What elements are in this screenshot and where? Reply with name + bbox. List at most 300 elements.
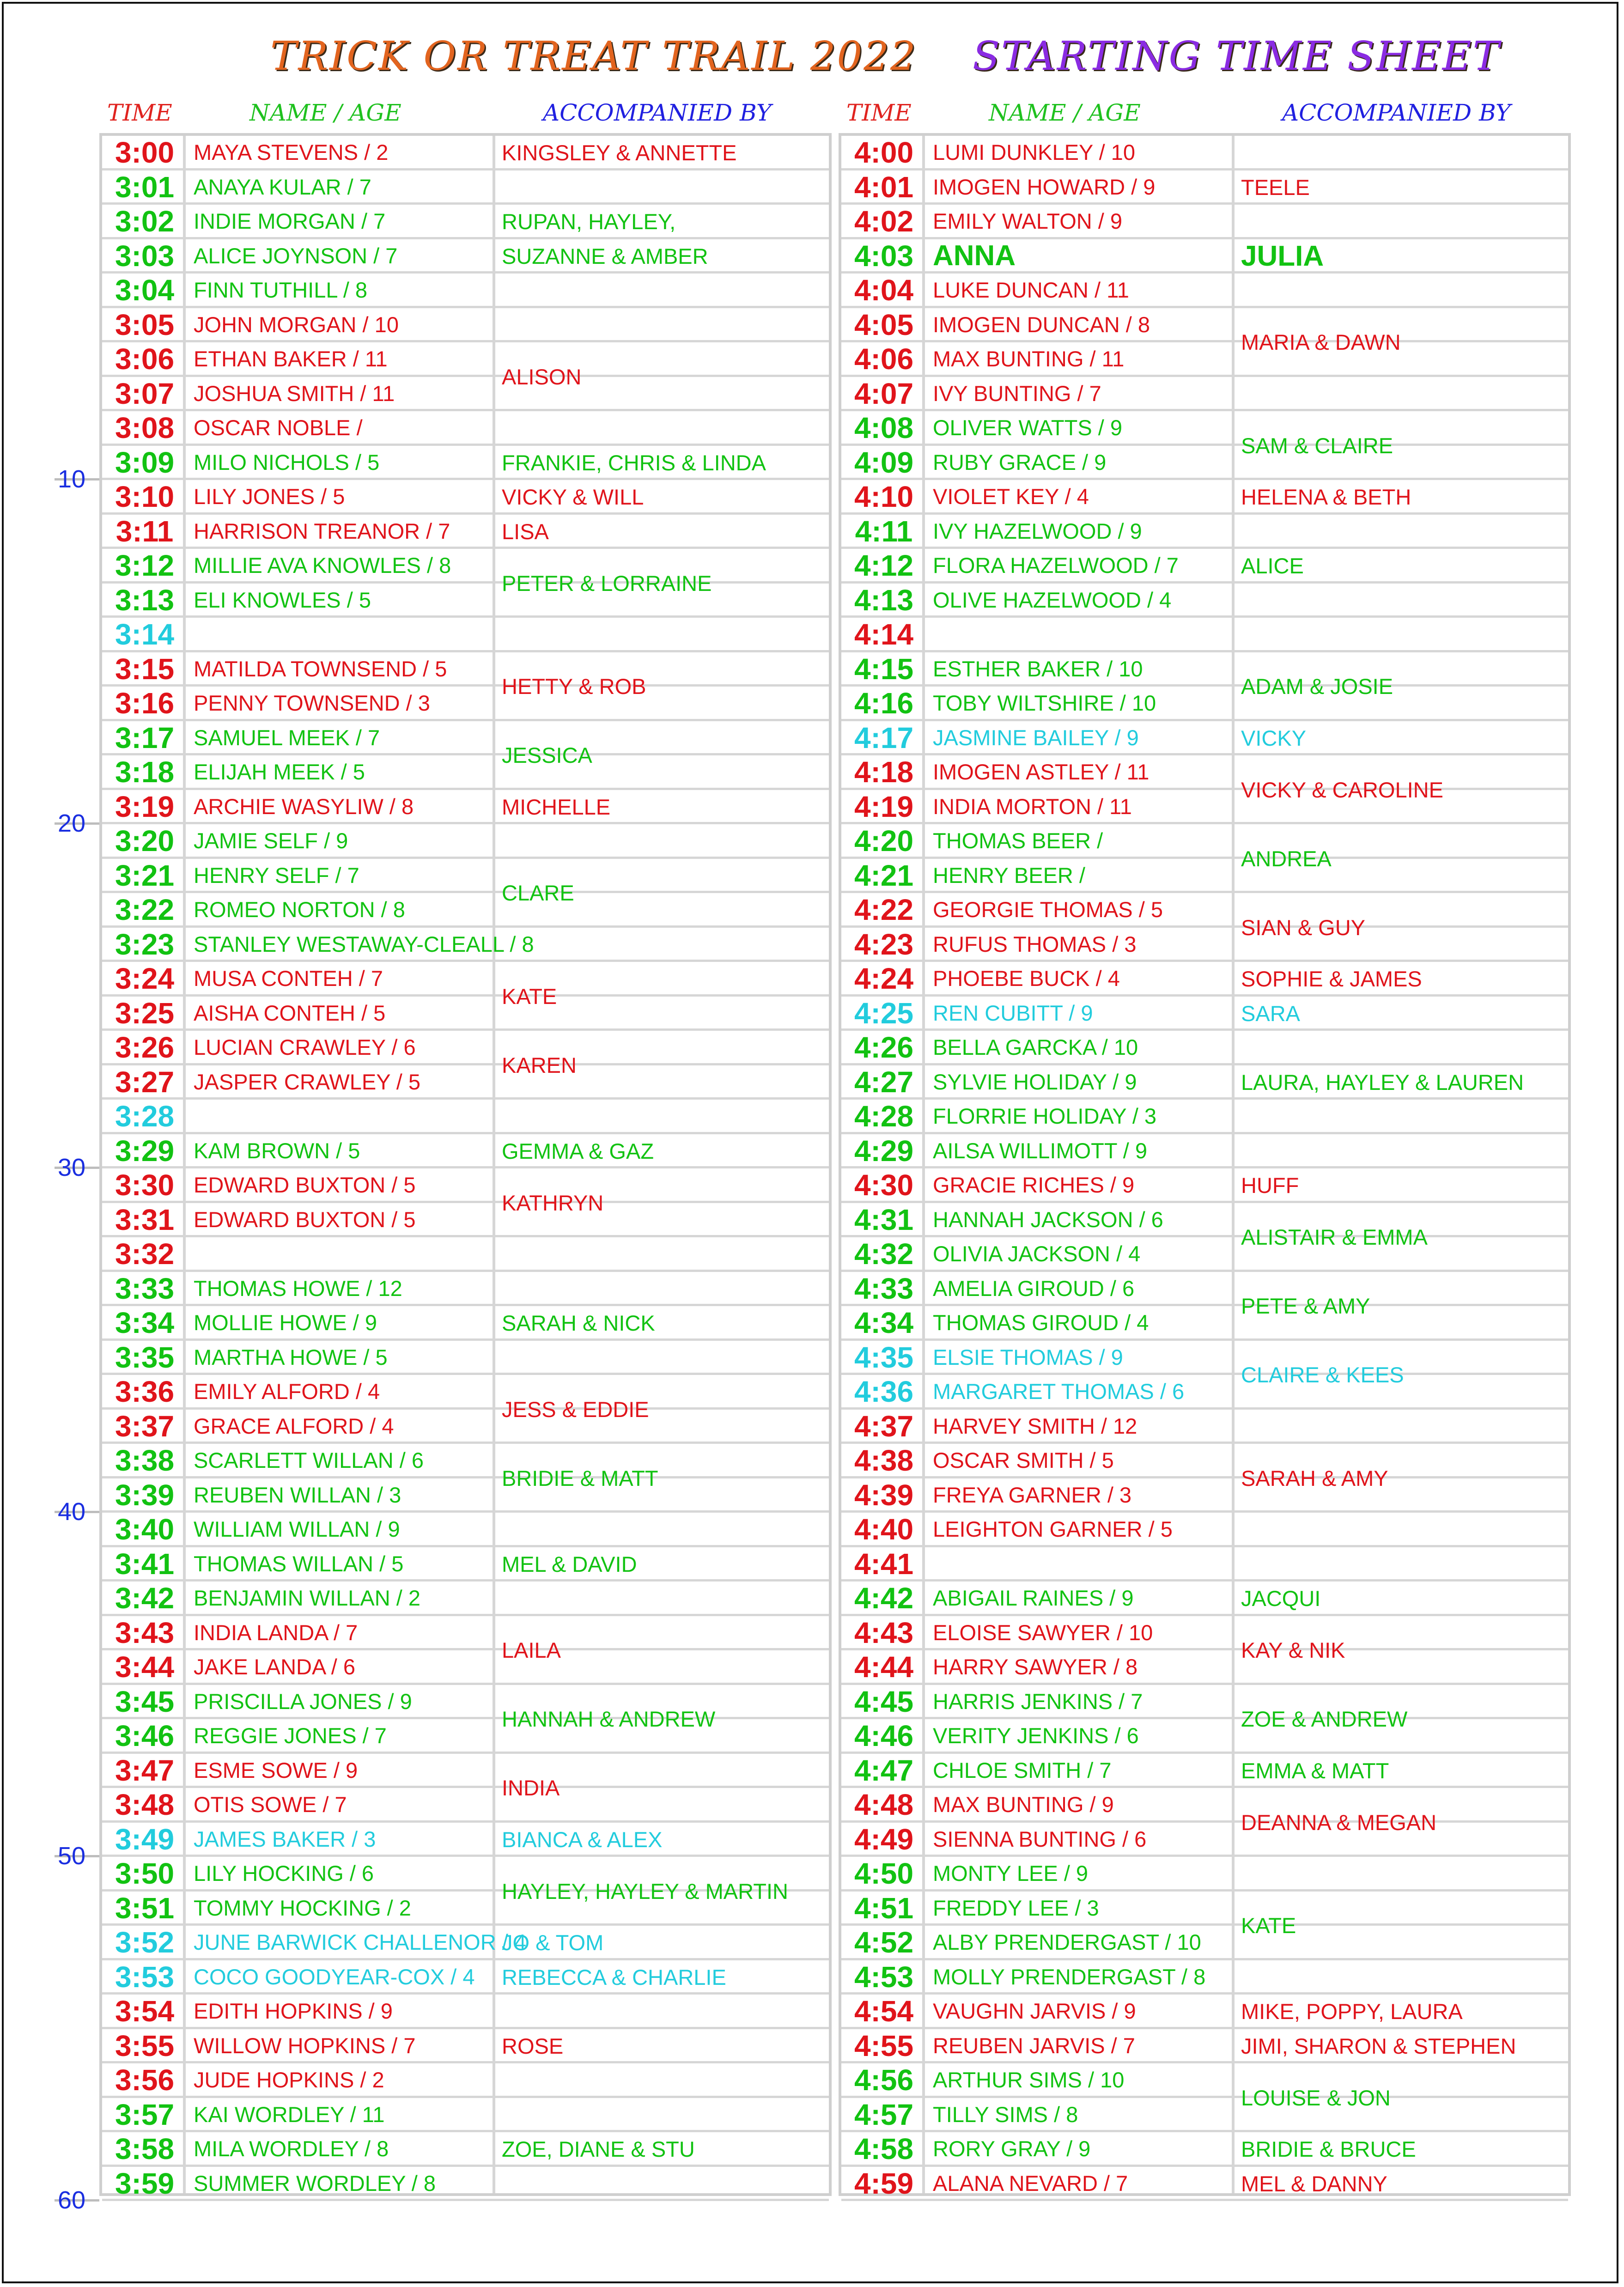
child-name-age: HANNAH JACKSON / 6 (933, 1207, 1163, 1232)
right-schedule-row (841, 2098, 1568, 2133)
accompanied-by: SARAH & AMY (1241, 1466, 1388, 1490)
child-name-age: GEORGIE THOMAS / 5 (933, 897, 1163, 922)
child-name-age: IVY HAZELWOOD / 9 (933, 518, 1142, 543)
child-name-age: JASPER CRAWLEY / 5 (194, 1069, 421, 1094)
child-name-age: CHLOE SMITH / 7 (933, 1758, 1112, 1782)
start-time: 3:47 (115, 1753, 175, 1787)
start-time: 4:58 (854, 2132, 914, 2165)
right-schedule-row (841, 2167, 1568, 2202)
start-time: 4:36 (854, 1375, 914, 1408)
child-name-age: IMOGEN HOWARD / 9 (933, 174, 1156, 199)
child-name-age: SIENNA BUNTING / 6 (933, 1826, 1147, 1851)
child-name-age: LUKE DUNCAN / 11 (933, 278, 1129, 302)
left-schedule-row (102, 342, 829, 377)
child-name-age: IMOGEN ASTLEY / 11 (933, 760, 1150, 784)
start-time: 4:40 (854, 1513, 914, 1546)
child-name-age: SCARLETT WILLAN / 6 (194, 1448, 424, 1472)
start-time: 4:22 (854, 893, 914, 926)
left-schedule-row (102, 2098, 829, 2133)
child-name-age: MAX BUNTING / 11 (933, 347, 1125, 371)
accompanied-by: LAURA, HAYLEY & LAUREN (1241, 1070, 1524, 1095)
start-time: 3:49 (115, 1822, 175, 1856)
child-name-age: ELI KNOWLES / 5 (194, 587, 371, 612)
right-accompanied-header: ACCOMPANIED BY (1282, 99, 1511, 126)
start-time: 4:03 (854, 239, 914, 273)
start-time: 3:34 (115, 1306, 175, 1339)
left-schedule-row (102, 962, 829, 997)
right-schedule-row (841, 2063, 1568, 2098)
start-time: 4:43 (854, 1616, 914, 1649)
child-name-age: KAM BROWN / 5 (194, 1138, 360, 1163)
right-schedule-row (841, 1410, 1568, 1444)
left-schedule-row (102, 2132, 829, 2167)
child-name-age: OLIVIA JACKSON / 4 (933, 1241, 1141, 1266)
right-schedule-row (841, 652, 1568, 687)
start-time: 4:49 (854, 1822, 914, 1856)
accompanied-by: TEELE (1241, 175, 1310, 200)
left-schedule-row (102, 515, 829, 549)
start-time: 4:17 (854, 721, 914, 754)
start-time: 3:01 (115, 170, 175, 204)
left-schedule-row (102, 1134, 829, 1169)
accompanied-by: MICHELLE (502, 794, 611, 819)
row-count-marker: 10 (0, 461, 99, 498)
accompanied-by: CLAIRE & KEES (1241, 1362, 1404, 1387)
accompanied-by: LAILA (502, 1638, 561, 1662)
child-name-age: LUMI DUNKLEY / 10 (933, 140, 1135, 164)
child-name-age: VIOLET KEY / 4 (933, 484, 1089, 509)
accompanied-by: KAREN (502, 1052, 577, 1077)
start-time: 3:13 (115, 583, 175, 617)
child-name-age: HENRY SELF / 7 (194, 863, 359, 888)
accompanied-by: JO & TOM (502, 1930, 604, 1955)
left-schedule-table (99, 133, 832, 2200)
right-schedule-row (841, 1031, 1568, 1065)
right-schedule-row (841, 1926, 1568, 1960)
child-name-age: MARGARET THOMAS / 6 (933, 1379, 1185, 1404)
start-time: 3:40 (115, 1513, 175, 1546)
child-name-age: PHOEBE BUCK / 4 (933, 966, 1120, 991)
start-time: 4:37 (854, 1409, 914, 1443)
start-time: 4:38 (854, 1444, 914, 1477)
start-time: 3:27 (115, 1065, 175, 1099)
accompanied-by: ROSE (502, 2033, 564, 2058)
accompanied-by: MEL & DANNY (1241, 2171, 1387, 2196)
start-time: 4:02 (854, 205, 914, 238)
child-name-age: ELSIE THOMAS / 9 (933, 1344, 1123, 1369)
left-schedule-row (102, 1031, 829, 1065)
left-schedule-row (102, 618, 829, 652)
start-time: 4:50 (854, 1857, 914, 1890)
left-schedule-row (102, 1444, 829, 1478)
child-name-age: VERITY JENKINS / 6 (933, 1723, 1139, 1748)
accompanied-by: RUPAN, HAYLEY, (502, 209, 676, 234)
child-name-age: FREYA GARNER / 3 (933, 1482, 1132, 1507)
start-time: 4:06 (854, 342, 914, 376)
right-schedule-row (841, 1341, 1568, 1375)
start-time: 4:55 (854, 2029, 914, 2062)
right-schedule-row (841, 1306, 1568, 1341)
start-time: 4:14 (854, 618, 914, 651)
right-schedule-row (841, 755, 1568, 790)
child-name-age: REGGIE JONES / 7 (194, 1723, 387, 1748)
start-time: 3:24 (115, 962, 175, 995)
left-accompanied-header: ACCOMPANIED BY (543, 99, 772, 126)
accompanied-by: KAY & NIK (1241, 1638, 1345, 1662)
child-name-age: MILLIE AVA KNOWLES / 8 (194, 553, 451, 578)
child-name-age: ANNA (933, 239, 1016, 272)
child-name-age: TOBY WILTSHIRE / 10 (933, 691, 1156, 715)
start-time: 3:10 (115, 480, 175, 513)
accompanied-by: LISA (502, 519, 549, 544)
start-time: 4:08 (854, 411, 914, 444)
child-name-age: OTIS SOWE / 7 (194, 1792, 347, 1817)
start-time: 3:08 (115, 411, 175, 444)
right-schedule-row (841, 1134, 1568, 1169)
accompanied-by: HELENA & BETH (1241, 485, 1411, 510)
child-name-age: ESME SOWE / 9 (194, 1758, 358, 1782)
right-schedule-row (841, 1581, 1568, 1616)
right-schedule-row (841, 1823, 1568, 1857)
child-name-age: MATILDA TOWNSEND / 5 (194, 656, 447, 681)
left-schedule-row (102, 1547, 829, 1582)
accompanied-by: KINGSLEY & ANNETTE (502, 140, 737, 165)
right-schedule-row (841, 411, 1568, 446)
right-schedule-row (841, 239, 1568, 274)
start-time: 3:15 (115, 652, 175, 686)
right-schedule-row (841, 1892, 1568, 1926)
start-time: 4:53 (854, 1960, 914, 1994)
child-name-age: WILLOW HOPKINS / 7 (194, 2033, 416, 2058)
left-schedule-row (102, 893, 829, 928)
child-name-age: HENRY BEER / (933, 863, 1085, 888)
row-count-marker: 20 (0, 805, 99, 842)
start-time: 3:21 (115, 858, 175, 892)
accompanied-by: ANDREA (1241, 846, 1332, 871)
child-name-age: HARRIS JENKINS / 7 (933, 1689, 1143, 1714)
child-name-age: PENNY TOWNSEND / 3 (194, 691, 430, 715)
right-schedule-row (841, 790, 1568, 825)
child-name-age: LILY JONES / 5 (194, 484, 345, 509)
child-name-age: ARCHIE WASYLIW / 8 (194, 794, 414, 819)
child-name-age: AILSA WILLIMOTT / 9 (933, 1138, 1148, 1163)
left-schedule-row (102, 1513, 829, 1547)
start-time: 4:39 (854, 1478, 914, 1512)
child-name-age: JAMIE SELF / 9 (194, 828, 348, 853)
accompanied-by: MIKE, POPPY, LAURA (1241, 1999, 1463, 2024)
start-time: 4:07 (854, 377, 914, 410)
accompanied-by: SARA (1241, 1001, 1300, 1026)
left-schedule-row (102, 1650, 829, 1685)
child-name-age: ROMEO NORTON / 8 (194, 897, 405, 922)
accompanied-by: VICKY & CAROLINE (1241, 777, 1443, 802)
right-schedule-row (841, 1616, 1568, 1651)
start-time: 3:07 (115, 377, 175, 410)
child-name-age: MAYA STEVENS / 2 (194, 140, 389, 164)
right-schedule-row (841, 480, 1568, 515)
child-name-age: OSCAR SMITH / 5 (933, 1448, 1114, 1472)
left-schedule-row (102, 584, 829, 618)
left-schedule-row (102, 1375, 829, 1410)
row-count-marker: 40 (0, 1493, 99, 1530)
child-name-age: EDITH HOPKINS / 9 (194, 1999, 393, 2023)
start-time: 4:09 (854, 445, 914, 479)
child-name-age: FLORRIE HOLIDAY / 3 (933, 1104, 1157, 1128)
start-time: 3:16 (115, 687, 175, 720)
left-schedule-row (102, 1995, 829, 2029)
right-schedule-row (841, 308, 1568, 343)
start-time: 3:02 (115, 205, 175, 238)
left-schedule-row (102, 1168, 829, 1203)
child-name-age: LUCIAN CRAWLEY / 6 (194, 1035, 416, 1059)
accompanied-by: ZOE & ANDREW (1241, 1707, 1408, 1731)
left-schedule-row (102, 1272, 829, 1307)
left-schedule-row (102, 1341, 829, 1375)
start-time: 4:34 (854, 1306, 914, 1339)
accompanied-by: HETTY & ROB (502, 674, 646, 699)
child-name-age: GRACIE RICHES / 9 (933, 1173, 1135, 1197)
start-time: 4:12 (854, 549, 914, 582)
row-count-marker: 50 (0, 1837, 99, 1874)
child-name-age: ARTHUR SIMS / 10 (933, 2068, 1125, 2092)
start-time: 4:01 (854, 170, 914, 204)
left-schedule-row (102, 1306, 829, 1341)
left-schedule-row (102, 1478, 829, 1513)
right-schedule-row (841, 1857, 1568, 1892)
child-name-age: MAX BUNTING / 9 (933, 1792, 1114, 1817)
sheet-subtitle: STARTING TIME SHEET (973, 33, 1501, 79)
left-schedule-row (102, 790, 829, 825)
child-name-age: EMILY WALTON / 9 (933, 209, 1123, 233)
start-time: 3:55 (115, 2029, 175, 2062)
left-schedule-row (102, 1581, 829, 1616)
start-time: 3:25 (115, 996, 175, 1030)
child-name-age: JOSHUA SMITH / 11 (194, 381, 395, 406)
start-time: 4:05 (854, 308, 914, 341)
start-time: 3:54 (115, 1995, 175, 2028)
right-schedule-row (841, 1513, 1568, 1547)
accompanied-by: MARIA & DAWN (1241, 330, 1401, 354)
right-schedule-row (841, 205, 1568, 239)
start-time: 4:46 (854, 1719, 914, 1752)
right-schedule-row (841, 584, 1568, 618)
start-time: 3:22 (115, 893, 175, 926)
child-name-age: ESTHER BAKER / 10 (933, 656, 1143, 681)
start-time: 4:16 (854, 687, 914, 720)
right-schedule-row (841, 1100, 1568, 1134)
right-schedule-row (841, 1478, 1568, 1513)
right-schedule-row (841, 893, 1568, 928)
start-time: 3:56 (115, 2063, 175, 2097)
child-name-age: HARRY SAWYER / 8 (933, 1654, 1138, 1679)
start-time: 3:31 (115, 1203, 175, 1236)
child-name-age: COCO GOODYEAR-COX / 4 (194, 1964, 475, 1989)
right-schedule-row (841, 1444, 1568, 1478)
child-name-age: BELLA GARCKA / 10 (933, 1035, 1138, 1059)
accompanied-by: SARAH & NICK (502, 1311, 655, 1336)
start-time: 4:26 (854, 1031, 914, 1064)
child-name-age: MONTY LEE / 9 (933, 1861, 1089, 1886)
left-schedule-row (102, 1616, 829, 1651)
child-name-age: ANAYA KULAR / 7 (194, 174, 371, 199)
right-schedule-row (841, 2132, 1568, 2167)
accompanied-by: BRIDIE & MATT (502, 1466, 658, 1490)
right-name-header: NAME / AGE (989, 99, 1141, 126)
accompanied-by: JACQUI (1241, 1586, 1321, 1611)
start-time: 4:13 (854, 583, 914, 617)
left-schedule-row (102, 170, 829, 205)
child-name-age: INDIA MORTON / 11 (933, 794, 1132, 819)
start-time: 3:06 (115, 342, 175, 376)
right-schedule-row (841, 342, 1568, 377)
child-name-age: HARRISON TREANOR / 7 (194, 518, 450, 543)
child-name-age: THOMAS GIROUD / 4 (933, 1310, 1149, 1335)
accompanied-by: GEMMA & GAZ (502, 1138, 654, 1163)
child-name-age: BENJAMIN WILLAN / 2 (194, 1586, 420, 1610)
start-time: 4:33 (854, 1271, 914, 1305)
child-name-age: WILLIAM WILLAN / 9 (194, 1517, 400, 1541)
child-name-age: INDIA LANDA / 7 (194, 1620, 358, 1645)
start-time: 3:52 (115, 1926, 175, 1959)
accompanied-by: PETE & AMY (1241, 1294, 1370, 1318)
child-name-age: THOMAS BEER / (933, 828, 1103, 853)
child-name-age: JUNE BARWICK CHALLENOR / 4 (194, 1930, 526, 1954)
start-time: 4:27 (854, 1065, 914, 1099)
start-time: 4:15 (854, 652, 914, 686)
start-time: 3:35 (115, 1340, 175, 1374)
start-time: 3:11 (116, 514, 174, 548)
start-time: 3:38 (115, 1444, 175, 1477)
child-name-age: OLIVER WATTS / 9 (933, 415, 1123, 440)
right-schedule-row (841, 1272, 1568, 1307)
left-schedule-row (102, 721, 829, 756)
right-schedule-row (841, 377, 1568, 412)
child-name-age (933, 1547, 1229, 1582)
start-time: 4:31 (854, 1203, 914, 1236)
accompanied-by: DEANNA & MEGAN (1241, 1810, 1437, 1835)
left-schedule-row (102, 997, 829, 1031)
start-time: 4:47 (854, 1753, 914, 1787)
accompanied-by: ALISON (502, 364, 582, 389)
child-name-age: FINN TUTHILL / 8 (194, 278, 368, 302)
start-time: 3:45 (115, 1685, 175, 1718)
start-time: 3:44 (115, 1650, 175, 1684)
start-time: 4:48 (854, 1788, 914, 1821)
child-name-age: KAI WORDLEY / 11 (194, 2102, 385, 2127)
child-name-age: RORY GRAY / 9 (933, 2136, 1091, 2161)
left-schedule-row (102, 1788, 829, 1823)
left-name-header: NAME / AGE (249, 99, 401, 126)
row-count-marker: 60 (0, 2182, 99, 2219)
right-schedule-row (841, 1754, 1568, 1788)
child-name-age: INDIE MORGAN / 7 (194, 209, 386, 233)
right-schedule-row (841, 997, 1568, 1031)
child-name-age: SYLVIE HOLIDAY / 9 (933, 1069, 1137, 1094)
accompanied-by: CLARE (502, 881, 574, 905)
left-schedule-row (102, 1410, 829, 1444)
right-schedule-row (841, 446, 1568, 481)
right-schedule-row (841, 549, 1568, 584)
left-schedule-row (102, 928, 829, 962)
left-schedule-row (102, 1237, 829, 1272)
left-schedule-row (102, 1100, 829, 1134)
right-schedule-row (841, 687, 1568, 721)
accompanied-by: PETER & LORRAINE (502, 571, 712, 596)
start-time: 4:41 (854, 1547, 914, 1581)
child-name-age: MILO NICHOLS / 5 (194, 450, 380, 474)
left-schedule-row (102, 205, 829, 239)
start-time: 3:17 (115, 721, 175, 754)
child-name-age: JAKE LANDA / 6 (194, 1654, 356, 1679)
start-time: 3:53 (115, 1960, 175, 1994)
start-time: 4:42 (854, 1581, 914, 1615)
start-time: 4:29 (854, 1134, 914, 1168)
child-name-age: IMOGEN DUNCAN / 8 (933, 312, 1150, 337)
start-time: 3:20 (115, 824, 175, 858)
accompanied-by: MEL & DAVID (502, 1551, 637, 1576)
right-schedule-row (841, 928, 1568, 962)
start-time: 4:21 (854, 858, 914, 892)
accompanied-by: VICKY (1241, 725, 1307, 750)
child-name-age: REN CUBITT / 9 (933, 1000, 1093, 1025)
child-name-age (194, 1100, 489, 1134)
left-schedule-row (102, 1719, 829, 1754)
right-schedule-row (841, 1650, 1568, 1685)
right-schedule-row (841, 274, 1568, 308)
child-name-age: ALICE JOYNSON / 7 (194, 243, 398, 268)
child-name-age: AMELIA GIROUD / 6 (933, 1276, 1135, 1301)
accompanied-by: JESS & EDDIE (502, 1397, 649, 1422)
child-name-age: MOLLIE HOWE / 9 (194, 1310, 377, 1335)
child-name-age: ALANA NEVARD / 7 (933, 2171, 1128, 2196)
left-schedule-row (102, 480, 829, 515)
accompanied-by: SOPHIE & JAMES (1241, 967, 1422, 991)
child-name-age: STANLEY WESTAWAY-CLEALL / 8 (194, 931, 534, 956)
right-schedule-row (841, 1788, 1568, 1823)
start-time: 3:51 (115, 1891, 175, 1925)
child-name-age: TOMMY HOCKING / 2 (194, 1895, 411, 1920)
start-time: 3:32 (115, 1237, 175, 1271)
child-name-age: MILA WORDLEY / 8 (194, 2136, 389, 2161)
child-name-age: ELOISE SAWYER / 10 (933, 1620, 1153, 1645)
left-schedule-row (102, 1203, 829, 1238)
child-name-age: ETHAN BAKER / 11 (194, 347, 388, 371)
start-time: 4:57 (854, 2098, 914, 2131)
start-time: 4:35 (854, 1340, 914, 1374)
start-time: 4:54 (854, 1995, 914, 2028)
child-name-age: RUFUS THOMAS / 3 (933, 931, 1137, 956)
left-time-header: TIME (107, 99, 172, 126)
left-schedule-row (102, 1065, 829, 1100)
accompanied-by: REBECCA & CHARLIE (502, 1965, 726, 1989)
accompanied-by: LOUISE & JON (1241, 2085, 1391, 2110)
child-name-age (194, 1237, 489, 1272)
start-time: 4:52 (854, 1926, 914, 1959)
child-name-age: THOMAS WILLAN / 5 (194, 1551, 404, 1576)
start-time: 3:05 (115, 308, 175, 341)
left-schedule-row (102, 1685, 829, 1720)
start-time: 4:28 (854, 1100, 914, 1133)
left-schedule-row (102, 549, 829, 584)
start-time: 3:36 (115, 1375, 175, 1408)
right-schedule-row (841, 1960, 1568, 1995)
child-name-age: MUSA CONTEH / 7 (194, 966, 383, 991)
child-name-age: FREDDY LEE / 3 (933, 1895, 1099, 1920)
start-time: 4:00 (854, 136, 914, 169)
accompanied-by: KATE (1241, 1913, 1296, 1938)
child-name-age (194, 618, 489, 652)
child-name-age: HARVEY SMITH / 12 (933, 1413, 1137, 1438)
